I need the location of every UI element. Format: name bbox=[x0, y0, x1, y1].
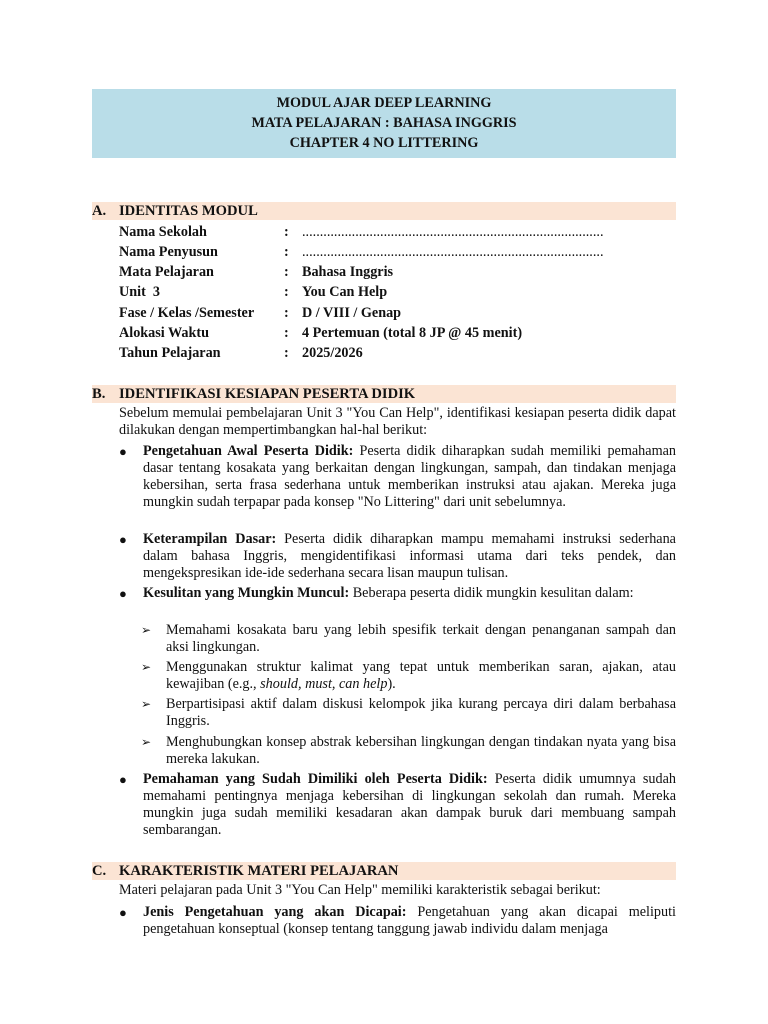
section-c-heading bbox=[92, 862, 676, 880]
title-line-2: MATA PELAJARAN : BAHASA INGGRIS bbox=[251, 115, 517, 131]
identity-label: Mata Pelajaran bbox=[119, 264, 214, 280]
identity-colon: : bbox=[284, 224, 289, 240]
identity-colon: : bbox=[284, 244, 289, 260]
arrow-bullet-icon: ➢ bbox=[141, 697, 152, 711]
identity-label: Unit 3 bbox=[119, 284, 160, 300]
difficulty-item-vocabulary: Memahami kosakata baru yang lebih spesifik terkait dengan penanganan sampah dan aksi lingkungan. bbox=[166, 622, 676, 655]
identity-colon: : bbox=[284, 345, 289, 361]
item-text: Peserta didik umumnya sudah memahami pentingnya menjaga kebersihan di lingkungan sekolah dan rumah. Mereka mungkin juga sudah memiliki kesadaran akan dampak buruk dari membuang sampah sembarangan. bbox=[143, 771, 676, 838]
identity-label: Alokasi Waktu bbox=[119, 325, 210, 341]
item-term: Pemahaman yang Sudah Dimiliki oleh Peserta Didik: bbox=[143, 771, 488, 787]
title-line-1: MODUL AJAR DEEP LEARNING bbox=[276, 95, 492, 111]
readiness-item-basic-skills bbox=[143, 531, 676, 582]
item-term: Jenis Pengetahuan yang akan Dicapai: bbox=[143, 904, 407, 920]
section-b-letter: B. bbox=[92, 386, 106, 402]
title-line-3: CHAPTER 4 NO LITTERING bbox=[289, 135, 479, 151]
material-item-knowledge-type bbox=[143, 904, 676, 938]
section-b-heading bbox=[92, 385, 676, 403]
item-text: ). bbox=[387, 676, 396, 692]
difficulty-item-abstract-concepts: Menghubungkan konsep abstrak kebersihan lingkungan dengan tindakan nyata yang bisa mereka lakukan. bbox=[166, 734, 676, 767]
section-b-title: IDENTIFIKASI KESIAPAN PESERTA DIDIK bbox=[119, 386, 416, 402]
identity-row-phase bbox=[119, 303, 679, 323]
identity-value: 4 Pertemuan (total 8 JP @ 45 menit) bbox=[302, 325, 523, 341]
item-term: Kesulitan yang Mungkin Muncul: bbox=[143, 585, 350, 601]
item-term: Pengetahuan Awal Peserta Didik: bbox=[143, 443, 354, 459]
item-text: Peserta didik diharapkan sudah memiliki pemahaman dasar tentang kosakata yang berkaitan dengan lingkungan, sampah, dan tindakan menjaga kebersihan, serta frasa sederhana untuk memberikan instruksi atau ajakan. Mereka juga mungkin sudah terpapar pada konsep "No Littering" dari unit sebelumnya. bbox=[143, 443, 676, 510]
item-examples: should, must, can help bbox=[260, 676, 388, 692]
item-text: Beberapa peserta didik mungkin kesulitan dalam: bbox=[349, 585, 634, 601]
identity-label: Nama Penyusun bbox=[119, 244, 218, 260]
identity-row-time bbox=[119, 323, 679, 343]
bullet-icon: ● bbox=[119, 772, 127, 787]
item-text: Pengetahuan yang akan dicapai meliputi pengetahuan konseptual (konsep tentang tanggung jawab individu dalam menjaga bbox=[143, 904, 676, 937]
section-c-title: KARAKTERISTIK MATERI PELAJARAN bbox=[119, 863, 399, 879]
item-term: Keterampilan Dasar: bbox=[143, 531, 277, 547]
readiness-item-prior-knowledge bbox=[143, 443, 676, 511]
identity-row-subject bbox=[119, 262, 679, 282]
identity-colon: : bbox=[284, 305, 289, 321]
identity-value: ..................................................................................... bbox=[302, 224, 604, 240]
identity-colon: : bbox=[284, 264, 289, 280]
identity-value: Bahasa Inggris bbox=[302, 264, 394, 280]
identity-label: Nama Sekolah bbox=[119, 224, 207, 240]
identity-value: D / VIII / Genap bbox=[302, 305, 402, 321]
bullet-icon: ● bbox=[119, 586, 127, 601]
identity-value: ..................................................................................... bbox=[302, 244, 604, 260]
section-c-intro: Materi pelajaran pada Unit 3 "You Can Help" memiliki karakteristik sebagai berikut: bbox=[119, 882, 601, 898]
arrow-bullet-icon: ➢ bbox=[141, 623, 152, 637]
identity-colon: : bbox=[284, 325, 289, 341]
identity-value: 2025/2026 bbox=[302, 345, 363, 361]
bullet-icon: ● bbox=[119, 532, 127, 547]
identity-row-author bbox=[119, 242, 679, 262]
readiness-item-existing-understanding bbox=[143, 771, 676, 839]
identity-row-year bbox=[119, 343, 679, 363]
module-title-box bbox=[92, 89, 676, 158]
difficulty-item-sentence-structure bbox=[166, 659, 676, 693]
bullet-icon: ● bbox=[119, 444, 127, 459]
identity-row-school bbox=[119, 222, 679, 242]
section-a-letter: A. bbox=[92, 203, 107, 219]
readiness-item-difficulties bbox=[143, 585, 676, 602]
identity-row-unit bbox=[119, 282, 679, 302]
item-text: Peserta didik diharapkan mampu memahami instruksi sederhana dalam bahasa Inggris, mengidentifikasi informasi utama dari teks pendek, dan mengekspresikan ide-ide sederhana secara lisan maupun tulisan. bbox=[143, 531, 676, 581]
section-a-title: IDENTITAS MODUL bbox=[119, 203, 258, 219]
identity-label: Fase / Kelas /Semester bbox=[119, 305, 255, 321]
identity-label: Tahun Pelajaran bbox=[119, 345, 221, 361]
arrow-bullet-icon: ➢ bbox=[141, 735, 152, 749]
identity-value: You Can Help bbox=[302, 284, 388, 300]
item-text: Menggunakan struktur kalimat yang tepat untuk memberikan saran, ajakan, atau kewajiban (e.g., bbox=[166, 659, 676, 692]
section-c-letter: C. bbox=[92, 863, 107, 879]
section-b-intro: Sebelum memulai pembelajaran Unit 3 "You Can Help", identifikasi kesiapan peserta didik dapat dilakukan dengan mempertimbangkan hal-hal berikut: bbox=[119, 405, 676, 438]
difficulty-item-participation: Berpartisipasi aktif dalam diskusi kelompok jika kurang percaya diri dalam berbahasa Inggris. bbox=[166, 696, 676, 729]
bullet-icon: ● bbox=[119, 905, 127, 920]
arrow-bullet-icon: ➢ bbox=[141, 660, 152, 674]
identity-colon: : bbox=[284, 284, 289, 300]
section-a-heading bbox=[92, 202, 676, 220]
